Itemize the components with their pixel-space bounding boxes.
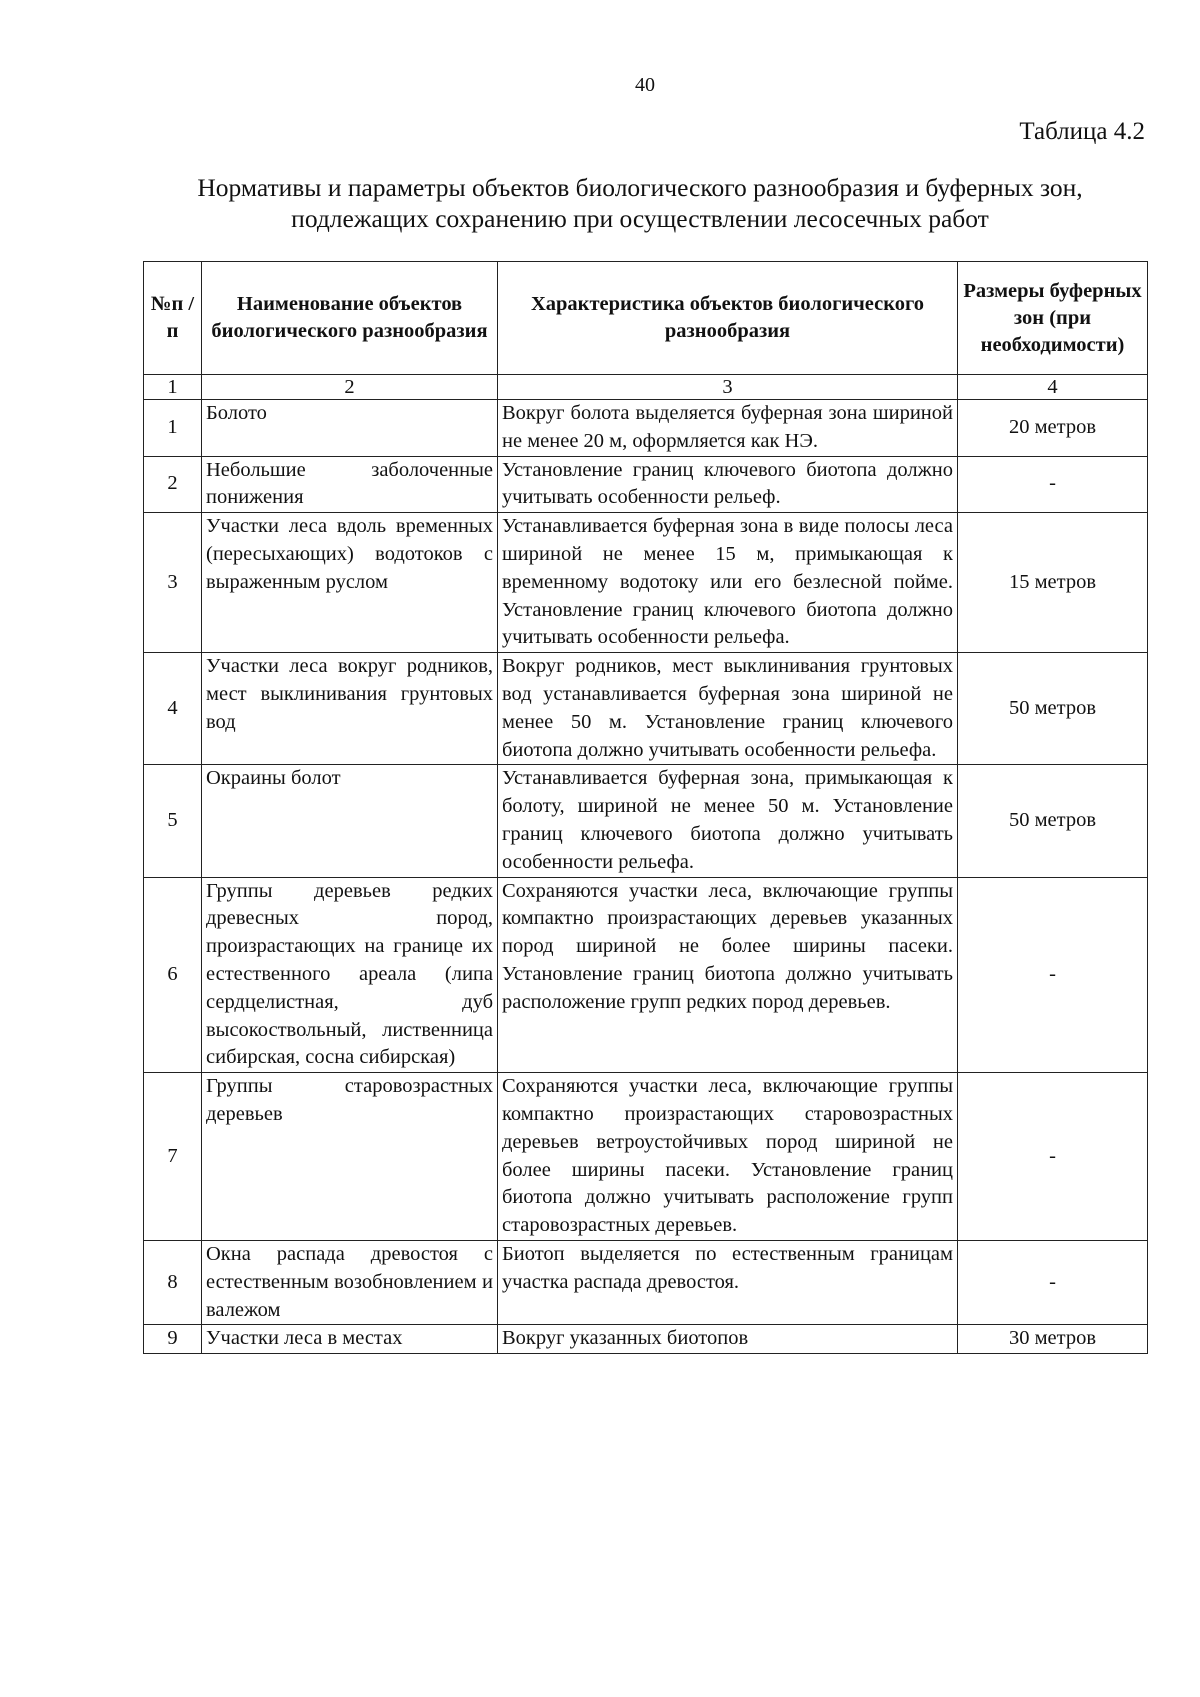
table-row <box>144 653 1148 765</box>
table-row <box>144 400 1148 457</box>
object-name: Болото <box>202 400 498 457</box>
object-description: Сохраняются участки леса, включающие группы компактно произрастающих старовозрастных деревьев ветроустойчивых пород шириной не более ширины пасеки. Установление границ биотопа должно учитывать расположение групп старовозрастных деревьев. <box>498 1073 958 1241</box>
buffer-zone-size: - <box>958 1240 1148 1324</box>
table-row <box>144 877 1148 1073</box>
page-number: 40 <box>635 74 655 96</box>
buffer-zone-size: - <box>958 1073 1148 1241</box>
buffer-zone-size: 15 метров <box>958 513 1148 653</box>
buffer-zone-size: 30 метров <box>958 1325 1148 1354</box>
row-number: 9 <box>144 1325 202 1354</box>
object-description: Сохраняются участки леса, включающие группы компактно произрастающих деревьев указанных пород шириной не более ширины пасеки. Установление границ биотопа должно учитывать расположение групп редких пород деревьев. <box>498 877 958 1073</box>
row-number: 7 <box>144 1073 202 1241</box>
object-description: Вокруг указанных биотопов <box>498 1325 958 1354</box>
biodiversity-table <box>143 261 1148 1354</box>
object-name: Группы деревьев редких древесных пород, произрастающих на границе их естественного ареала (липа сердцелистная, дуб высокоствольный, лиственница сибирская, сосна сибирская) <box>202 877 498 1073</box>
object-description: Вокруг болота выделяется буферная зона шириной не менее 20 м, оформляется как НЭ. <box>498 400 958 457</box>
header-buffer-size: Размеры буферных зон (при необходимости) <box>958 262 1148 375</box>
buffer-zone-size: 50 метров <box>958 765 1148 877</box>
object-name: Небольшие заболоченные понижения <box>202 456 498 513</box>
table-row <box>144 1325 1148 1354</box>
object-name: Окраины болот <box>202 765 498 877</box>
header-row <box>144 262 1148 375</box>
buffer-zone-size: 20 метров <box>958 400 1148 457</box>
object-name: Участки леса вокруг родников, мест выклинивания грунтовых вод <box>202 653 498 765</box>
column-number: 4 <box>958 375 1148 400</box>
row-number: 2 <box>144 456 202 513</box>
row-number: 5 <box>144 765 202 877</box>
column-number: 2 <box>202 375 498 400</box>
title-line-1: Нормативы и параметры объектов биологического разнообразия и буферных зон, <box>197 173 1083 202</box>
object-description: Устанавливается буферная зона в виде полосы леса шириной не менее 15 м, примыкающая к временному водотоку или его безлесной пойме. Установление границ ключевого биотопа должно учитывать особенности рельефа. <box>498 513 958 653</box>
title-line-2: подлежащих сохранению при осуществлении лесосечных работ <box>291 204 989 233</box>
object-name: Окна распада древостоя с естественным возобновлением и валежом <box>202 1240 498 1324</box>
object-name: Участки леса в местах <box>202 1325 498 1354</box>
buffer-zone-size: 50 метров <box>958 653 1148 765</box>
row-number: 3 <box>144 513 202 653</box>
row-number: 1 <box>144 400 202 457</box>
row-number: 4 <box>144 653 202 765</box>
column-number: 3 <box>498 375 958 400</box>
object-name: Участки леса вдоль временных (пересыхающих) водотоков с выраженным руслом <box>202 513 498 653</box>
header-num: №п /п <box>144 262 202 375</box>
header-name: Наименование объектов биологического разнообразия <box>202 262 498 375</box>
column-number-row <box>144 375 1148 400</box>
table-label: Таблица 4.2 <box>1019 118 1145 145</box>
object-description: Установление границ ключевого биотопа должно учитывать особенности рельеф. <box>498 456 958 513</box>
row-number: 6 <box>144 877 202 1073</box>
column-number: 1 <box>144 375 202 400</box>
table-row <box>144 513 1148 653</box>
buffer-zone-size: - <box>958 456 1148 513</box>
table-row <box>144 1073 1148 1241</box>
object-name: Группы старовозрастных деревьев <box>202 1073 498 1241</box>
table-row <box>144 1240 1148 1324</box>
document-title <box>130 172 1150 234</box>
table-row <box>144 765 1148 877</box>
buffer-zone-size: - <box>958 877 1148 1073</box>
row-number: 8 <box>144 1240 202 1324</box>
object-description: Биотоп выделяется по естественным границам участка распада древостоя. <box>498 1240 958 1324</box>
header-characteristic: Характеристика объектов биологического разнообразия <box>498 262 958 375</box>
object-description: Вокруг родников, мест выклинивания грунтовых вод устанавливается буферная зона шириной не менее 50 м. Установление границ ключевого биотопа должно учитывать особенности рельефа. <box>498 653 958 765</box>
table-row <box>144 456 1148 513</box>
object-description: Устанавливается буферная зона, примыкающая к болоту, шириной не менее 50 м. Установление границ ключевого биотопа должно учитывать особенности рельефа. <box>498 765 958 877</box>
